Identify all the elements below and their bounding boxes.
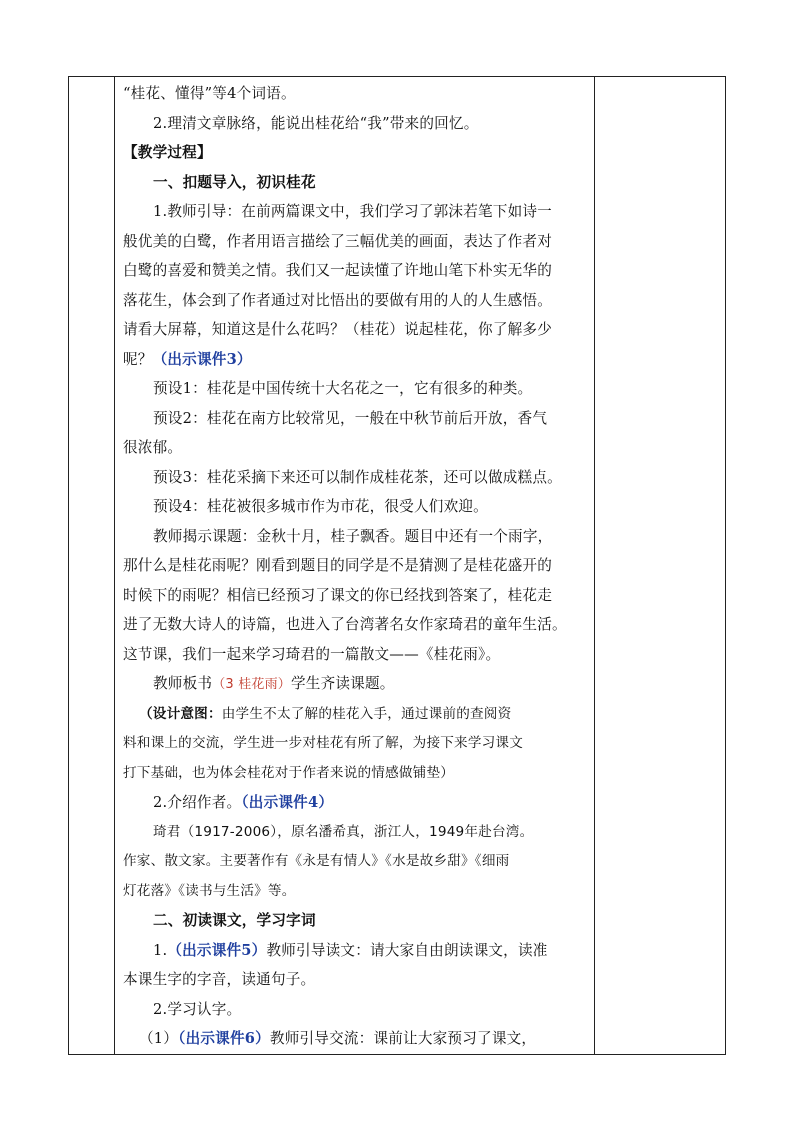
left-column-cell <box>69 77 115 1055</box>
design-intent-label: （设计意图： <box>139 705 222 722</box>
courseware-ref: （出示课件5） <box>167 941 267 959</box>
design-intent-line: 料和课上的交流，学生进一步对桂花有所了解，为接下来学习课文 <box>123 735 524 751</box>
text-line: 教师板书（3 桂花雨）学生齐读课题。 <box>153 675 395 692</box>
text-line: 本课生字的字音，读通句子。 <box>123 971 316 988</box>
text-line: 2.学习认字。 <box>153 1000 242 1018</box>
section-heading: 二、初读课文，学习字词 <box>153 912 316 929</box>
text-line: 预设4：桂花被很多城市作为市花，很受人们欢迎。 <box>153 498 488 515</box>
text-line: 2.理清文章脉络，能说出桂花给“我”带来的回忆。 <box>153 114 479 132</box>
text-line: 1.教师引导：在前两篇课文中，我们学习了郭沫若笔下如诗一 <box>153 203 552 220</box>
text-line: 时候下的雨呢？相信已经预习了课文的你已经找到答案了，桂花走 <box>123 586 553 604</box>
author-intro-line: 灯花落》《读书与生活》等。 <box>123 882 296 899</box>
courseware-ref: （出示课件6） <box>178 1030 270 1047</box>
section-heading: 【教学过程】 <box>123 144 212 161</box>
text-line: 预设2：桂花在南方比较常见，一般在中秋节前后开放，香气 <box>153 409 548 427</box>
text-line: 落花生，体会到了作者通过对比悟出的要做有用的人的人生感悟。 <box>123 291 553 309</box>
design-intent-line: （设计意图：由学生不太了解的桂花入手，通过课前的查阅资 <box>139 705 512 722</box>
section-heading: 一、扣题导入，初识桂花 <box>153 173 316 191</box>
right-column-cell <box>595 77 726 1055</box>
lesson-plan-table <box>68 76 726 1055</box>
courseware-ref: （出示课件3） <box>152 350 252 368</box>
text-line: 那什么是桂花雨呢？刚看到题目的同学是不是猜测了是桂花盛开的 <box>123 557 553 574</box>
board-title: （3 桂花雨） <box>212 677 291 692</box>
text-line: 般优美的白鹭，作者用语言描绘了三幅优美的画面，表达了作者对 <box>123 232 553 250</box>
text-line: 很浓郁。 <box>123 439 183 456</box>
content-cell <box>115 77 595 1055</box>
text-line: 这节课，我们一起来学习琦君的一篇散文——《桂花雨》。 <box>123 645 501 663</box>
text-line: 教师揭示课题：金秋十月，桂子飘香。题目中还有一个雨字， <box>153 527 553 545</box>
text-line: 预设3：桂花采摘下来还可以制作成桂花茶，还可以做成糕点。 <box>153 468 562 486</box>
author-intro-line: 作家、散文家。主要著作有《永是有情人》《水是故乡甜》《细雨 <box>123 853 510 869</box>
text-line: “桂花、懂得”等4个词语。 <box>123 85 296 102</box>
text-line: 白鹭的喜爱和赞美之情。我们又一起读懂了许地山笔下朴实无华的 <box>123 262 553 279</box>
text-line: 进了无数大诗人的诗篇，也进入了台湾著名女作家琦君的童年生活。 <box>123 616 567 633</box>
author-intro-line: 琦君（1917-2006），原名潘希真，浙江人，1949年赴台湾。 <box>153 823 534 840</box>
text-line: 呢？（出示课件3） <box>123 350 252 368</box>
text-line: 请看大屏幕，知道这是什么花吗？（桂花）说起桂花，你了解多少 <box>123 321 553 338</box>
text-line: 2.介绍作者。（出示课件4） <box>153 794 334 811</box>
text-line: 预设1：桂花是中国传统十大名花之一，它有很多的种类。 <box>153 380 533 397</box>
courseware-ref: （出示课件4） <box>241 794 334 811</box>
text-line: （1）（出示课件6）教师引导交流：课前让大家预习了课文， <box>139 1030 537 1047</box>
text-line: 1.（出示课件5）教师引导读文：请大家自由朗读课文，读准 <box>153 941 548 959</box>
design-intent-line: 打下基础，也为体会桂花对于作者来说的情感做铺垫） <box>123 764 455 781</box>
